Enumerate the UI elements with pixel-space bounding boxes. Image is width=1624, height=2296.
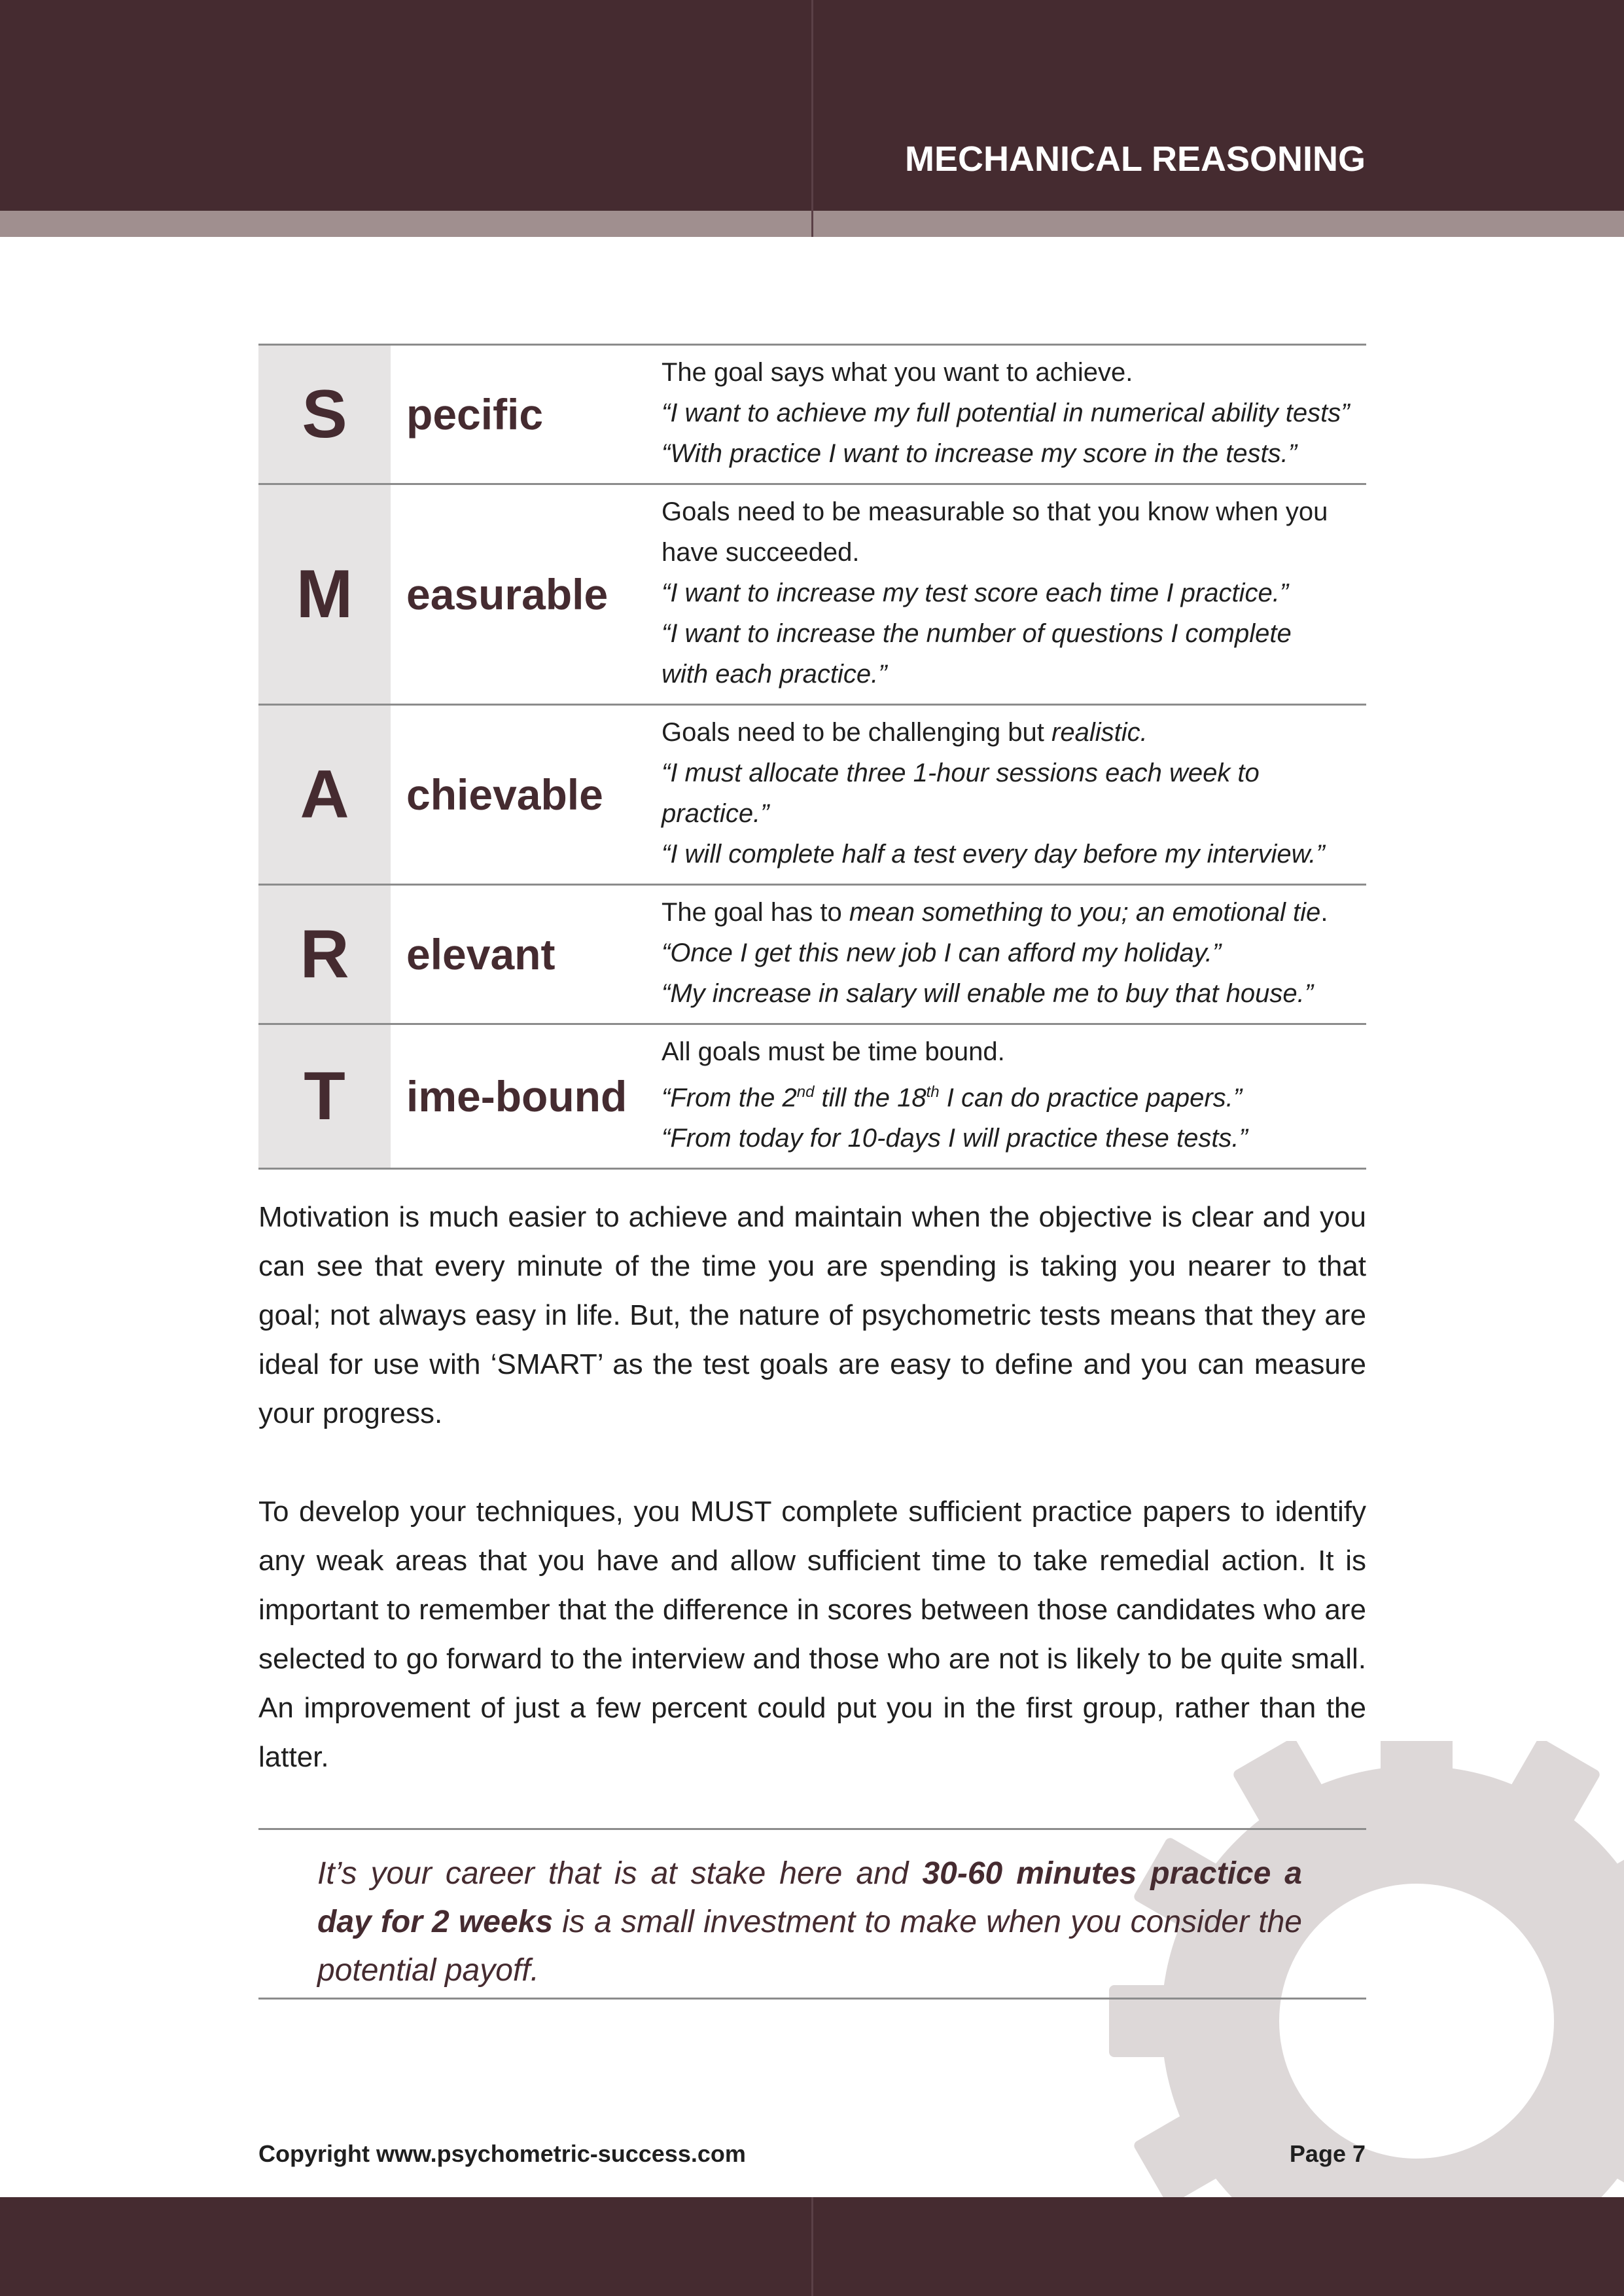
- description-line: “I want to increase my test score each time I practice.”: [662, 579, 1289, 607]
- callout-text: [317, 1850, 1302, 1995]
- description-line: “I will complete half a test every day before my interview.”: [662, 840, 1325, 869]
- description-line: [662, 1072, 1366, 1118]
- smart-letter: A: [258, 705, 391, 885]
- description-line: “Once I get this new job I can afford my holiday.”: [662, 939, 1222, 967]
- description-text: I can do practice papers.”: [939, 1083, 1243, 1113]
- description-line: Goals need to be measurable so that you know when you: [662, 497, 1328, 526]
- description-text: till the 18: [814, 1083, 927, 1113]
- description-emphasis: realistic.: [1051, 718, 1148, 747]
- description-line: have succeeded.: [662, 538, 860, 567]
- table-row: [258, 345, 1366, 484]
- smart-letter: S: [258, 345, 391, 484]
- callout-box: [258, 1828, 1366, 2000]
- body-paragraph: To develop your techniques, you MUST complete sufficient practice papers to identify any weak areas that you have and allow sufficient time to take remedial action. It is important to remember that the difference in scores between those candidates who are selected to go forward to the interview and those who are not is likely to be quite small. An improvement of just a few percent could put you in the first group, rather than the latter.: [258, 1496, 1366, 1773]
- smart-word: easurable: [391, 484, 662, 705]
- smart-description: [662, 705, 1366, 885]
- description-text: Goals need to be challenging but: [662, 718, 1044, 747]
- description-emphasis: mean something to you; an emotional tie: [849, 898, 1321, 927]
- copyright-text: Copyright www.psychometric-success.com: [258, 2140, 746, 2167]
- table-row: [258, 484, 1366, 705]
- table-row: [258, 885, 1366, 1024]
- smart-description: [662, 885, 1366, 1024]
- description-line: [662, 892, 1366, 933]
- description-line: “My increase in salary will enable me to buy that house.”: [662, 979, 1314, 1008]
- footer-divider: [811, 2197, 813, 2296]
- description-line: “I want to increase the number of questions I complete: [662, 619, 1292, 648]
- description-line: “I must allocate three 1-hour sessions each week to: [662, 759, 1260, 787]
- smart-letter: R: [258, 885, 391, 1024]
- page-number: Page 7: [1289, 2140, 1366, 2167]
- smart-goals-table: [258, 344, 1366, 1170]
- callout-emphasis: 30-60 minutes practice a day for 2 weeks: [317, 1856, 1302, 1939]
- smart-word: chievable: [391, 705, 662, 885]
- body-paragraph: Motivation is much easier to achieve and maintain when the objective is clear and you can see that every minute of the time you are spending is taking you nearer to that goal; not always easy in life. But, the nature of psychometric tests means that they are ideal for use with ‘SMART’ as the test goals are easy to define and you can measure your progress.: [258, 1201, 1366, 1429]
- description-text: “From the 2: [662, 1083, 797, 1113]
- table-row: [258, 705, 1366, 885]
- smart-word: elevant: [391, 885, 662, 1024]
- smart-word: pecific: [391, 345, 662, 484]
- description-text: The goal has to: [662, 898, 842, 927]
- description-line: [662, 712, 1366, 753]
- section-title: MECHANICAL REASONING: [904, 139, 1366, 179]
- ordinal-suffix: th: [926, 1083, 940, 1101]
- table-row: [258, 1024, 1366, 1169]
- description-line: The goal says what you want to achieve.: [662, 358, 1133, 387]
- header-divider: [811, 0, 813, 237]
- description-line: All goals must be time bound.: [662, 1037, 1005, 1066]
- smart-description: [662, 345, 1366, 484]
- smart-description: [662, 1024, 1366, 1169]
- description-line: with each practice.”: [662, 660, 887, 689]
- smart-description: [662, 484, 1366, 705]
- description-text: .: [1320, 898, 1328, 927]
- smart-letter: T: [258, 1024, 391, 1169]
- description-line: “I want to achieve my full potential in numerical ability tests”: [662, 399, 1350, 427]
- description-line: “From today for 10-days I will practice these tests.”: [662, 1124, 1248, 1153]
- ordinal-suffix: nd: [796, 1083, 815, 1101]
- description-line: practice.”: [662, 799, 769, 828]
- callout-text-end: is a small investment to make when you consider the potential payoff.: [317, 1905, 1303, 1988]
- description-line: “With practice I want to increase my score in the tests.”: [662, 439, 1297, 468]
- smart-letter: M: [258, 484, 391, 705]
- callout-text-start: It’s your career that is at stake here and: [317, 1856, 923, 1891]
- smart-word: ime-bound: [391, 1024, 662, 1169]
